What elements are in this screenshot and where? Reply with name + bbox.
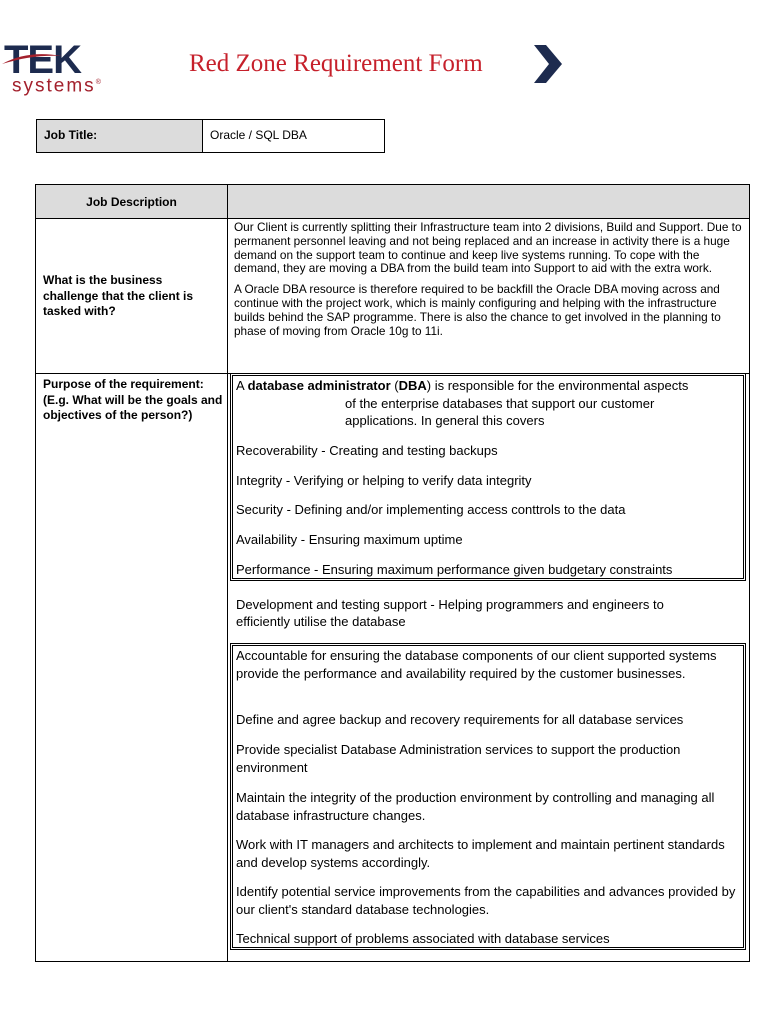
- tek-systems-logo: [4, 38, 104, 97]
- dba-item-security: Security - Defining and/or implementing access conttrols to the data: [236, 502, 626, 517]
- business-challenge-question: What is the business challenge that the client is tasked with?: [43, 273, 194, 318]
- logo-systems-text: systems®: [12, 75, 101, 97]
- responsibility-item: Technical support of problems associated with database services: [236, 931, 610, 946]
- dba-item-performance: Performance - Ensuring maximum performance given budgetary constraints: [236, 562, 673, 577]
- form-title: Red Zone Requirement Form: [189, 50, 483, 77]
- job-title-table: [36, 119, 385, 153]
- dev-support-line1: Development and testing support - Helping programmers and engineers to: [236, 597, 664, 612]
- dba-intro-line3: applications. In general this covers: [345, 413, 545, 428]
- responsibility-item: Accountable for ensuring the database components of our client supported systems provide the performance and availability required by the customer businesses.: [236, 648, 717, 681]
- dev-support-line2: efficiently utilise the database: [236, 614, 406, 629]
- responsibility-item: Define and agree backup and recovery requirements for all database services: [236, 712, 684, 727]
- dba-intro-line2: of the enterprise databases that support our customer: [345, 396, 655, 411]
- business-challenge-answer: [234, 221, 744, 345]
- logo-swoosh-icon: [2, 52, 62, 66]
- answer-paragraph-1: Our Client is currently splitting their Infrastructure team into 2 divisions, Build and Support. Due to permanent personnel leaving and not being replaced and an increase in activity there is a huge demand on the support team to continue and keep live systems running. To cope with the demand, they are moving a DBA from the build team into Support to aid with the extra work.: [234, 220, 742, 276]
- responsibility-item: Identify potential service improvements from the capabilities and advances provided by our client's standard database technologies.: [236, 884, 736, 917]
- job-title-value: Oracle / SQL DBA: [210, 128, 307, 142]
- dba-intro-line1: A database administrator (DBA) is responsible for the environmental aspects: [236, 378, 689, 393]
- job-title-label: Job Title:: [37, 120, 203, 152]
- logo-tek-text: TEK: [4, 38, 81, 82]
- responsibility-item: Maintain the integrity of the production environment by controlling and managing all database infrastructure changes.: [236, 790, 715, 823]
- dba-item-integrity: Integrity - Verifying or helping to verify data integrity: [236, 473, 532, 488]
- column-divider: [227, 185, 228, 961]
- job-description-table: [35, 184, 750, 962]
- dba-item-recoverability: Recoverability - Creating and testing backups: [236, 443, 498, 458]
- job-description-header: Job Description: [86, 195, 177, 209]
- responsibility-item: Work with IT managers and architects to implement and maintain pertinent standards and develop systems accordingly.: [236, 837, 725, 870]
- purpose-question: Purpose of the requirement: (E.g. What will be the goals and objectives of the person?): [43, 377, 223, 422]
- answer-paragraph-2: A Oracle DBA resource is therefore required to be backfill the Oracle DBA moving across and continue with the project work, which is mainly configuring and helping with the infrastructure builds behind the SAP programme. There is also the chance to get involved in the planning to phase of moving from Oracle 10g to 11i.: [234, 282, 721, 338]
- dba-item-availability: Availability - Ensuring maximum uptime: [236, 532, 463, 547]
- chevron-right-icon: [532, 45, 562, 83]
- responsibility-item: Provide specialist Database Administration services to support the production environment: [236, 742, 681, 775]
